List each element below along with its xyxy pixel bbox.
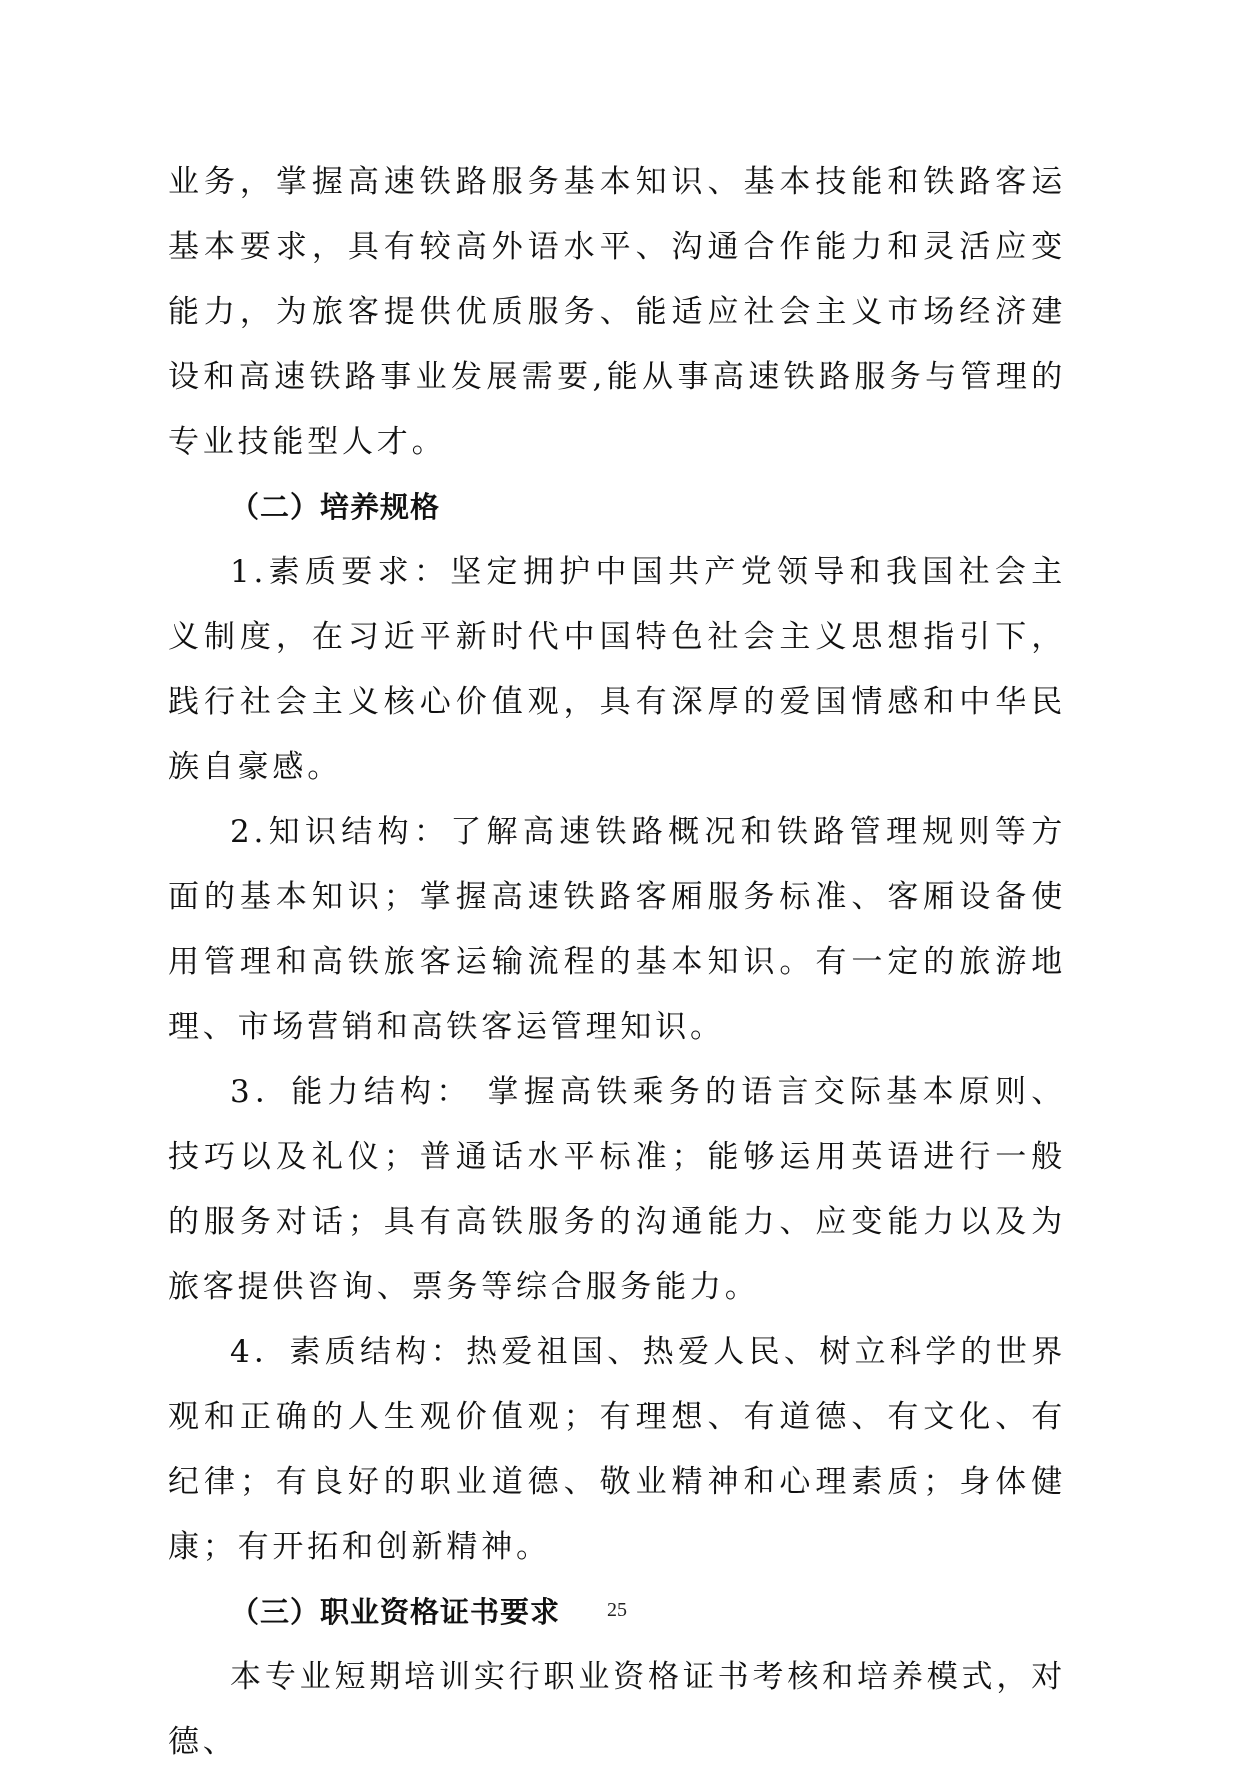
section-heading-certificate-requirements: （三）职业资格证书要求 (230, 1595, 561, 1629)
body-paragraph-ability-structure: 3．能力结构： 掌握高铁乘务的语言交际基本原则、技巧以及礼仪；普通话水平标准；能够运用英语进行一般的服务对话；具有高铁服务的沟通能力、应变能力以及为旅客提供咨询、票务等综合服务能力。 (168, 1074, 1066, 1305)
section-heading-training-specs: （二）培养规格 (230, 490, 441, 524)
page-content (168, 150, 1066, 1775)
body-paragraph-continuation: 业务，掌握高速铁路服务基本知识、基本技能和铁路客运基本要求，具有较高外语水平、沟通合作能力和灵活应变能力，为旅客提供优质服务、能适应社会主义市场经济建设和高速铁路事业发展需要,能从事高速铁路服务与管理的专业技能型人才。 (168, 164, 1066, 460)
body-paragraph-quality-requirements: 1.素质要求：坚定拥护中国共产党领导和我国社会主义制度，在习近平新时代中国特色社会主义思想指引下，践行社会主义核心价值观，具有深厚的爱国情感和中华民族自豪感。 (168, 554, 1066, 785)
page-number: 25 (607, 1599, 627, 1621)
body-paragraph-certificate: 本专业短期培训实行职业资格证书考核和培养模式，对德、 (168, 1659, 1066, 1760)
body-paragraph-knowledge-structure: 2.知识结构：了解高速铁路概况和铁路管理规则等方面的基本知识；掌握高速铁路客厢服务标准、客厢设备使用管理和高铁旅客运输流程的基本知识。有一定的旅游地理、市场营销和高铁客运管理知识。 (168, 814, 1066, 1045)
body-paragraph-quality-structure: 4．素质结构：热爱祖国、热爱人民、树立科学的世界观和正确的人生观价值观；有理想、有道德、有文化、有纪律；有良好的职业道德、敬业精神和心理素质；身体健康；有开拓和创新精神。 (168, 1334, 1066, 1565)
